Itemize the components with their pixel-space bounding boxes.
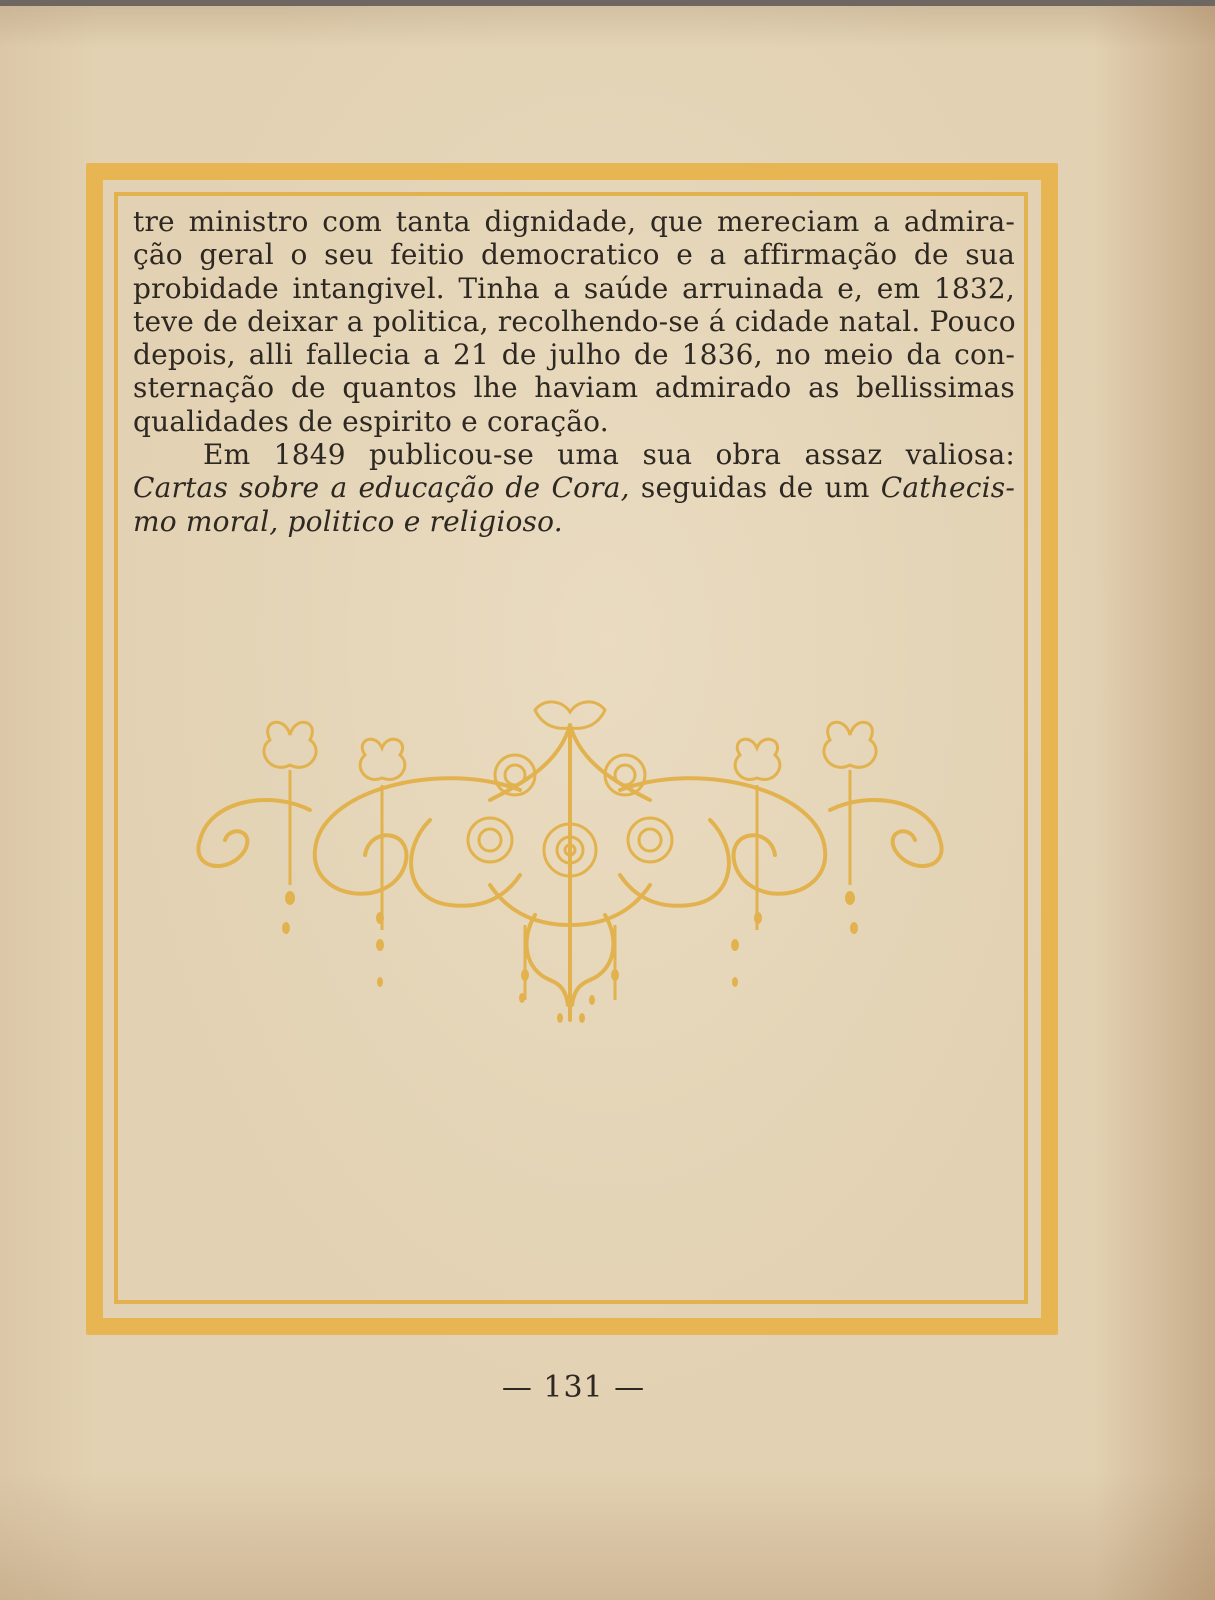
- text-line: sternação de quantos lhe haviam admirado as bellissimas: [133, 371, 1015, 405]
- book-title-part: Cathecis-: [880, 471, 1016, 505]
- body-text: [133, 205, 1015, 538]
- text-line-with-title: [133, 471, 1015, 504]
- text-line: qualidades de espirito e coração.: [133, 404, 609, 438]
- text-line: teve de deixar a politica, recolhendo-se á cidade natal. Pouco: [133, 304, 1016, 338]
- text-line: ção geral o seu feitio democratico e a affirmação de sua: [133, 238, 1015, 272]
- text-line: depois, alli fallecia a 21 de julho de 1836, no meio da con-: [133, 338, 1015, 372]
- page-number: — 131 —: [501, 1370, 646, 1405]
- floral-ornament-image: [190, 700, 950, 1050]
- page-top-edge: [0, 0, 1215, 6]
- text-fragment: seguidas de um: [629, 471, 881, 505]
- text-line: probidade intangivel. Tinha a saúde arruinada e, em 1832,: [133, 271, 1015, 305]
- paragraph-start: Em 1849 publicou-se uma sua obra assaz valiosa:: [203, 438, 1015, 472]
- book-title-part: Cartas sobre a educação de Cora,: [133, 471, 630, 505]
- text-line: tre ministro com tanta dignidade, que mereciam a admira-: [133, 205, 1015, 238]
- book-title-part: mo moral, politico e religioso.: [133, 504, 563, 538]
